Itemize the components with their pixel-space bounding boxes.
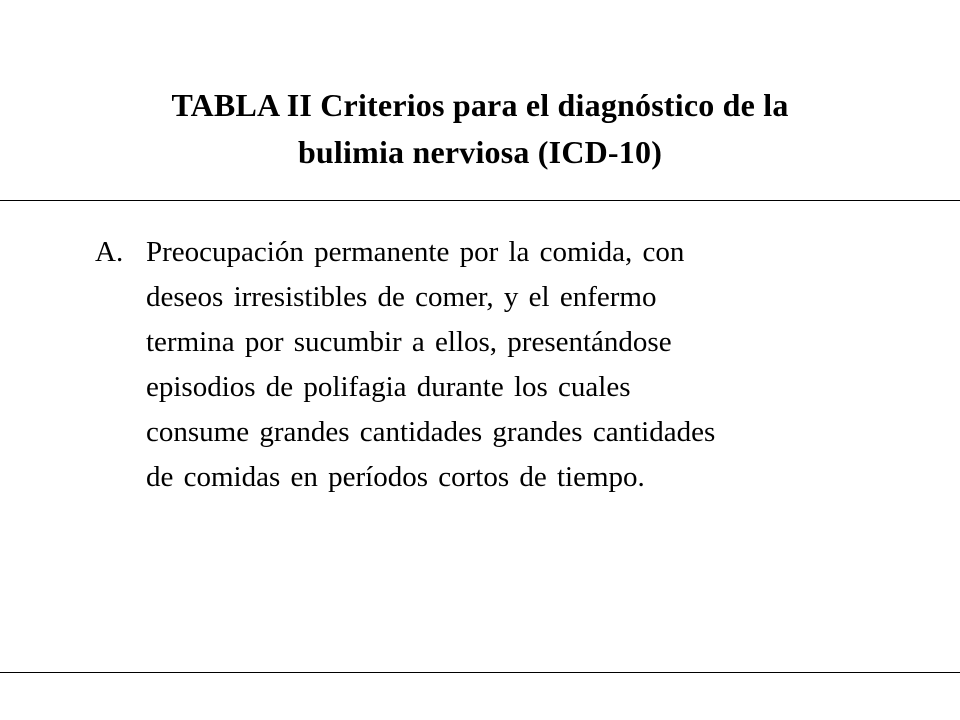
bottom-divider	[0, 672, 960, 673]
criterion-line: de comidas en períodos cortos de tiempo.	[146, 461, 645, 493]
criterion-text	[146, 230, 866, 500]
title-line-1: TABLA II Criterios para el diagnóstico de la	[171, 87, 789, 123]
top-divider	[0, 200, 960, 201]
criterion-line: consume grandes cantidades grandes cantidades	[146, 416, 716, 448]
criterion-line: termina por sucumbir a ellos, presentándose	[146, 326, 672, 358]
criterion-line: episodios de polifagia durante los cuales	[146, 371, 631, 403]
title-line-2: bulimia nerviosa (ICD-10)	[297, 134, 663, 170]
criterion-line: deseos irresistibles de comer, y el enfermo	[146, 281, 657, 313]
table-title	[80, 82, 880, 176]
criterion-marker: A.	[95, 236, 124, 268]
criterion-line: Preocupación permanente por la comida, con	[146, 236, 685, 268]
